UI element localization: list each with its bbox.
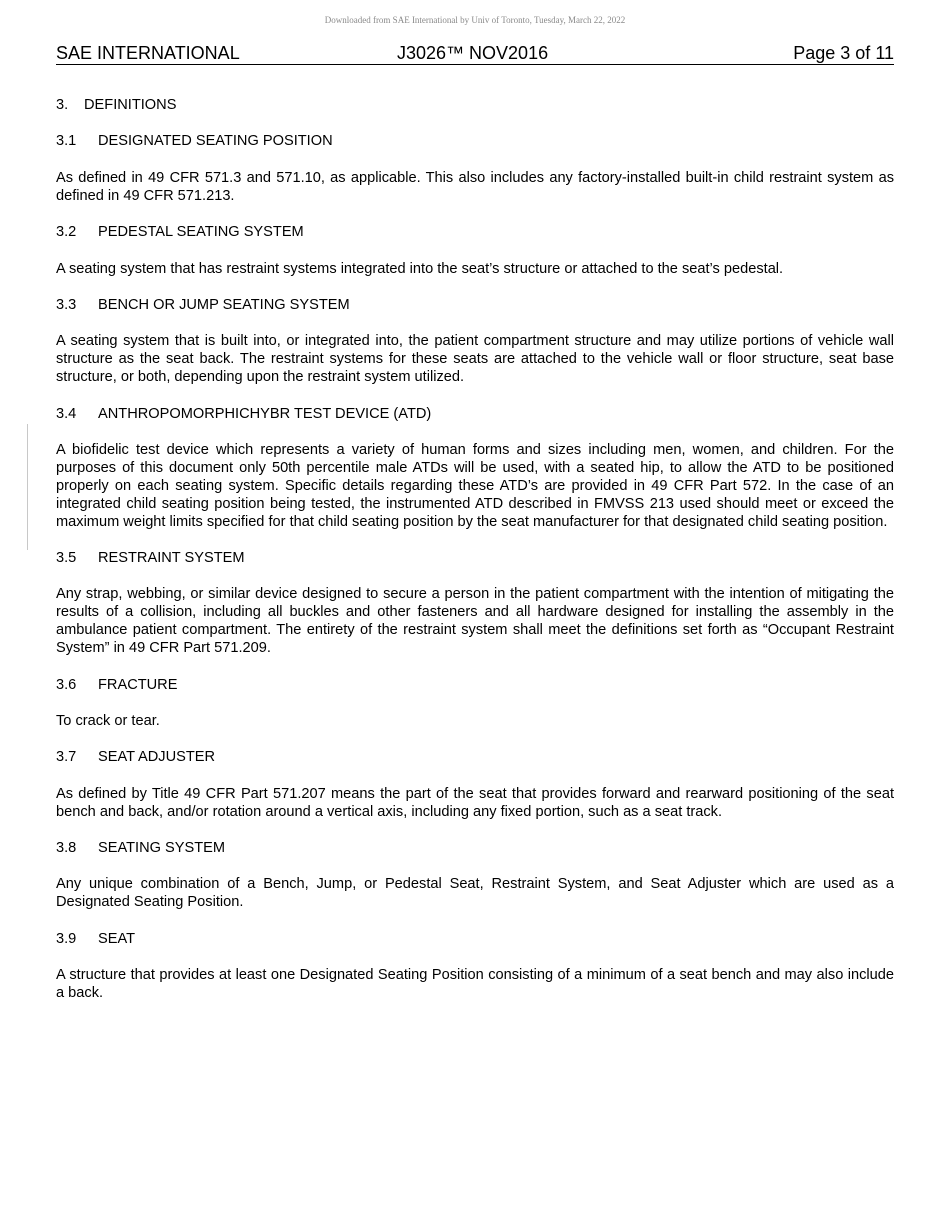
definition-title: ANTHROPOMORPHICHYBR TEST DEVICE (ATD)	[98, 405, 432, 422]
definition-title: BENCH OR JUMP SEATING SYSTEM	[98, 296, 350, 313]
definition-text: A biofidelic test device which represents a variety of human forms and sizes including men, women, and children. For the purposes of this document only 50th percentile male ATDs will be used, with a seated hip, to allow the ATD to be positioned properly on each seating system. Specific details regarding these ATD’s are provided in 49 CFR Part 572. In the case of an integrated child seating position being tested, the instrumented ATD described in FMVSS 213 used should meet or exceed the maximum weight limits specified for that child seating position by the seat manufacturer for that designated child seating position.	[56, 441, 894, 530]
header-page-number: Page 3 of 11	[793, 43, 894, 63]
section-title: DEFINITIONS	[84, 97, 177, 113]
header-document-id: J3026™ NOV2016	[397, 43, 549, 63]
definition-title: SEAT	[98, 930, 136, 947]
definition-text: A seating system that has restraint systems integrated into the seat’s structure or attached to the seat’s pedestal.	[56, 260, 784, 277]
definition-number: 3.7	[56, 749, 77, 766]
definition-heading	[56, 224, 894, 242]
definition-title: SEATING SYSTEM	[98, 840, 226, 857]
definition-heading	[56, 133, 894, 151]
definition-number: 3.2	[56, 224, 77, 241]
definition-heading	[56, 931, 894, 949]
definition-number: 3.1	[56, 133, 77, 150]
definition-title: PEDESTAL SEATING SYSTEM	[98, 224, 304, 241]
definition-text: Any unique combination of a Bench, Jump, or Pedestal Seat, Restraint System, and Seat Adjuster which are used as a Designated Seating Position.	[56, 876, 894, 911]
download-watermark: Downloaded from SAE International by Univ of Toronto, Tuesday, March 22, 2022	[324, 15, 626, 25]
definition-heading	[56, 550, 894, 568]
definition-heading	[56, 297, 894, 315]
definition-heading	[56, 677, 894, 695]
header-organization: SAE INTERNATIONAL	[56, 43, 240, 63]
document-body	[56, 97, 894, 1022]
revision-change-bar	[27, 424, 28, 550]
definition-title: SEAT ADJUSTER	[98, 749, 216, 766]
definition-text: Any strap, webbing, or similar device designed to secure a person in the patient compartment with the intention of mitigating the results of a collision, including all buckles and other fasteners and all hardware designed for installing the assembly in the ambulance patient compartment. The entirety of the restraint system shall meet the definitions set forth as “Occupant Restraint System” in 49 CFR Part 571.209.	[56, 586, 894, 657]
definition-text: As defined by Title 49 CFR Part 571.207 means the part of the seat that provides forward and rearward positioning of the seat bench and back, and/or rotation around a vertical axis, including any fixed portion, such as a seat track.	[56, 785, 894, 820]
definition-text: A structure that provides at least one Designated Seating Position consisting of a minimum of a seat bench and may also include a back.	[56, 967, 894, 1002]
definition-number: 3.5	[56, 550, 77, 566]
definition-number: 3.6	[56, 676, 77, 693]
definition-title: DESIGNATED SEATING POSITION	[98, 133, 333, 150]
definition-number: 3.4	[56, 405, 77, 422]
definition-heading	[56, 840, 894, 858]
definition-number: 3.9	[56, 930, 77, 947]
section-number: 3.	[56, 97, 69, 113]
definition-text: As defined in 49 CFR 571.3 and 571.10, as applicable. This also includes any factory-installed built-in child restraint system as defined in 49 CFR 571.213.	[56, 169, 894, 204]
page-header	[56, 43, 894, 65]
definition-heading	[56, 406, 894, 424]
definition-number: 3.8	[56, 840, 77, 857]
definition-number: 3.3	[56, 296, 77, 313]
definition-text: To crack or tear.	[56, 712, 160, 729]
section-heading	[56, 97, 894, 115]
definition-title: RESTRAINT SYSTEM	[98, 550, 245, 566]
definition-heading	[56, 749, 894, 767]
definition-title: FRACTURE	[98, 676, 178, 693]
definition-text: A seating system that is built into, or integrated into, the patient compartment structure and may utilize portions of vehicle wall structure as the seat back. The restraint systems for these seats are attached to the vehicle wall or floor structure, seat base structure, or both, depending upon the restraint system utilized.	[56, 333, 894, 386]
